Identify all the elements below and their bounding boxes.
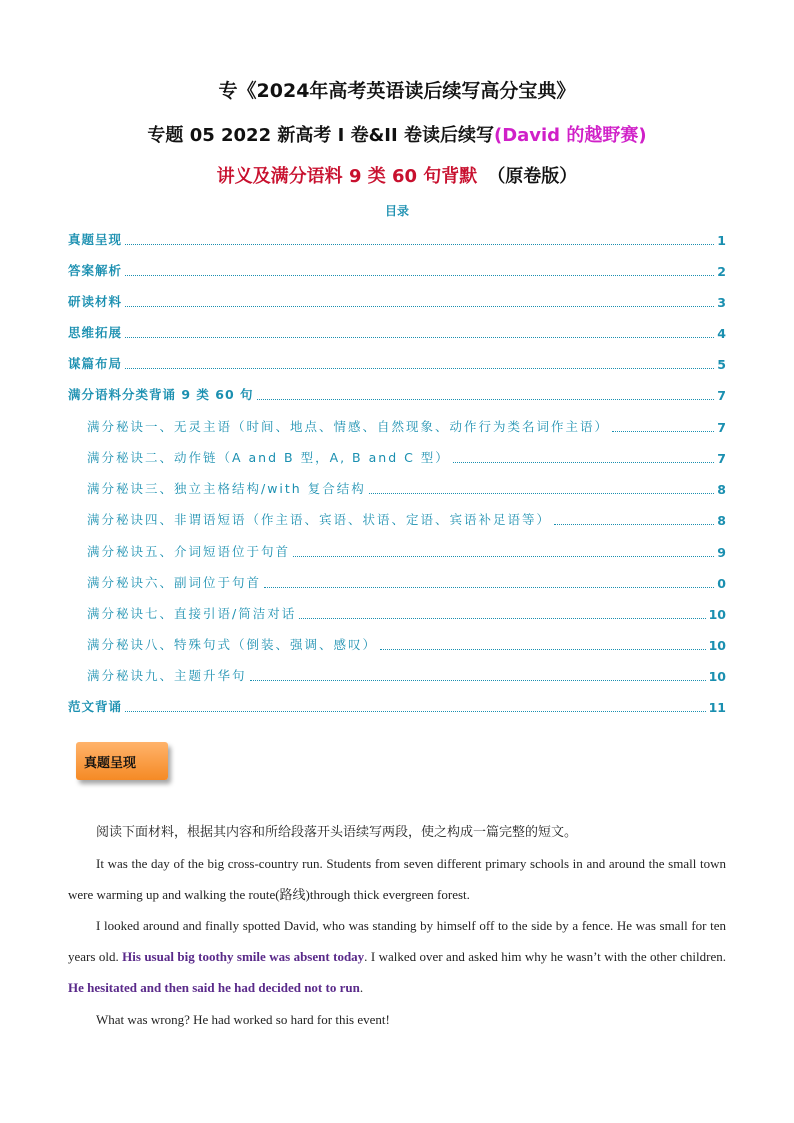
toc-item-page: 10 [708,607,726,622]
subtitle-2-suffix: （原卷版） [487,166,578,187]
toc-item[interactable] [87,575,726,591]
toc-item-label: 答案解析 [68,263,123,278]
toc-item-label: 满分语料分类背诵 9 类 60 句 [68,387,254,402]
document-title: 专《2024年高考英语读后续写高分宝典》 [218,80,576,102]
toc-item-label: 范文背诵 [68,699,123,714]
toc-leader [125,711,706,712]
toc-item-label: 谋篇布局 [68,356,123,371]
toc-item-label: 思维拓展 [68,325,123,340]
toc-item-page: 10 [708,669,726,684]
toc-item-page: 5 [717,357,726,372]
toc-leader [125,244,714,245]
toc-leader [612,431,714,432]
document-subtitle [0,121,794,147]
toc-item-page: 2 [717,264,726,279]
toc-item-page: 8 [717,482,726,497]
toc-item[interactable] [68,325,726,341]
toc-item-label: 满分秘诀五、介词短语位于句首 [87,544,291,559]
toc-leader [125,368,714,369]
toc-item[interactable] [68,294,726,310]
toc-item-label: 满分秘诀四、非谓语短语（作主语、宾语、状语、定语、宾语补足语等） [87,512,552,527]
toc-item-page: 10 [708,638,726,653]
toc-leader [554,524,714,525]
toc-item[interactable] [68,387,726,403]
toc-item-label: 满分秘诀二、动作链（A and B 型，A, B and C 型） [87,450,450,465]
toc-item-label: 满分秘诀六、副词位于句首 [87,575,262,590]
toc-item-label: 研读材料 [68,294,123,309]
toc-item[interactable] [87,512,726,528]
toc-item[interactable] [87,637,726,653]
paragraph-1: It was the day of the big cross-country run. Students from seven different primary schools in and around the small town were warming up and walking the route(路线)through thick evergreen forest. [68,856,726,902]
highlight-sentence-1: His usual big toothy smile was absent today [122,949,365,964]
highlight-sentence-2: He hesitated and then said he had decided not to run [68,980,360,995]
toc-leader [369,493,715,494]
section-tag [76,742,168,780]
toc-item-page: 9 [717,545,726,560]
toc-item[interactable] [87,481,726,497]
subtitle-2-main: 讲义及满分语料 9 类 60 句背默 [216,166,478,187]
instruction-text: 阅读下面材料，根据其内容和所给段落开头语续写两段，使之构成一篇完整的短文。 [96,825,578,840]
toc-leader [453,462,714,463]
toc-leader [125,275,714,276]
subtitle-highlight: (David 的越野赛) [493,125,647,146]
toc-leader [299,618,705,619]
paragraph-3: What was wrong? He had worked so hard for this event! [96,1012,390,1027]
toc-item[interactable] [68,263,726,279]
toc-leader [264,587,714,588]
toc-item-page: 7 [717,388,726,403]
toc-item-label: 真题呈现 [68,232,123,247]
document-subtitle-2 [0,162,794,188]
toc-leader [250,680,706,681]
paragraph-2-text-c: . I walked over and asked him why he wasn’t with the other children. [364,949,726,964]
toc-item-page: 0 [717,576,726,591]
toc-item[interactable] [68,699,726,715]
toc-item[interactable] [87,419,726,435]
toc-item-label: 满分秘诀七、直接引语/简洁对话 [87,606,297,621]
toc-item-page: 7 [717,451,726,466]
section-tag-label: 真题呈现 [84,756,137,771]
toc-leader [125,306,714,307]
toc-heading: 目录 [384,204,409,218]
toc-item-label: 满分秘诀九、主题升华句 [87,668,247,683]
toc-item[interactable] [68,356,726,372]
toc-item-label: 满分秘诀八、特殊句式（倒装、强调、感叹） [87,637,378,652]
toc-item-page: 3 [717,295,726,310]
toc-leader [293,556,714,557]
paragraph-2 [68,910,726,1003]
toc-item-page: 11 [708,700,726,715]
paragraph-2-text-a: I looked around and finally spotted David, who was standing by himself off to the side by a fence. He was small for ten years old. [68,918,726,964]
paragraph-2-text-e: . [359,980,364,995]
toc-item[interactable] [87,544,726,560]
toc-item[interactable] [68,232,726,248]
toc-item-label: 满分秘诀三、独立主格结构/with 复合结构 [87,481,366,496]
toc-item[interactable] [87,606,726,622]
toc-item-label: 满分秘诀一、无灵主语（时间、地点、情感、自然现象、动作行为类名词作主语） [87,419,610,434]
toc-item[interactable] [87,668,726,684]
subtitle-main: 专题 05 2022 新高考 I 卷&II 卷读后续写 [147,125,494,146]
toc-item-page: 7 [717,420,726,435]
toc-item-page: 4 [717,326,726,341]
toc-leader [257,399,715,400]
toc-leader [125,337,714,338]
toc-item[interactable] [87,450,726,466]
toc-item-page: 8 [717,513,726,528]
toc-item-page: 1 [717,233,726,248]
toc-leader [380,649,706,650]
